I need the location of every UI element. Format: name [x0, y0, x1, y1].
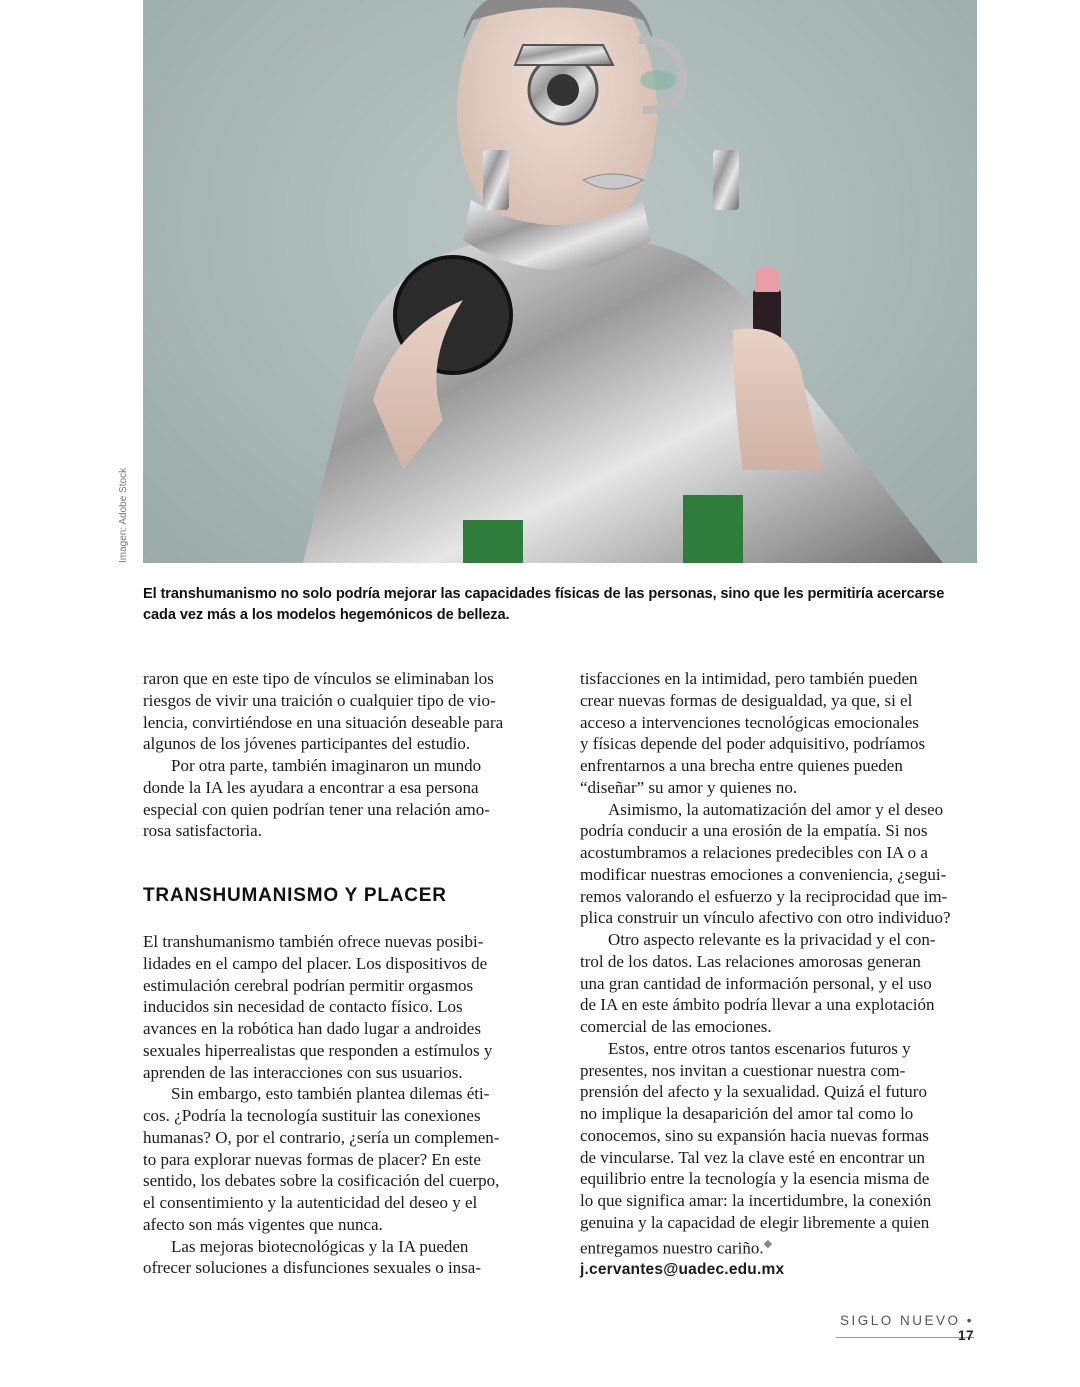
text-line: podría conducir a una erosión de la empatía. Si nos — [580, 821, 928, 841]
page-footer — [836, 1313, 974, 1343]
page-number: 17 — [957, 1328, 974, 1343]
end-mark-icon: ◆ — [763, 1237, 773, 1250]
robot-woman-illustration — [143, 0, 977, 563]
paragraph — [143, 1083, 543, 1235]
text-line: comercial de las emociones. — [580, 1017, 772, 1036]
text-line: El transhumanismo también ofrece nuevas posibi- — [143, 932, 484, 951]
text-line: Otro aspecto relevante es la privacidad y el con- — [608, 930, 936, 949]
text-line: sexuales hiperrealistas que responden a estímulos y — [143, 1040, 493, 1060]
text-line: lencia, convirtiéndose en una situación deseable para — [143, 712, 504, 732]
text-line: raron que en este tipo de vínculos se eliminaban los — [143, 669, 494, 688]
magazine-name: SIGLO NUEVO — [839, 1313, 961, 1328]
text-line — [580, 1234, 980, 1259]
text-line: genuina y la capacidad de elegir libremente a quien — [580, 1212, 930, 1232]
text-line: estimulación cerebral podrían permitir orgasmos — [143, 975, 474, 995]
author-email-line — [580, 1259, 980, 1281]
text-line: sentido, los debates sobre la cosificación del cuerpo, — [143, 1171, 500, 1191]
photo-caption — [143, 584, 988, 626]
text-line: el consentimiento y la autenticidad del deseo y el — [143, 1193, 478, 1212]
text-line: presentes, nos invitan a cuestionar nuestra com- — [580, 1060, 906, 1080]
text-line: afecto son más vigentes que nunca. — [143, 1214, 383, 1234]
article-photo — [143, 0, 977, 563]
paragraph — [580, 929, 980, 1038]
left-column-continued — [143, 931, 543, 1279]
text-line: lidades en el campo del placer. Los dispositivos de — [143, 953, 488, 973]
text-line: prensión del afecto y la sexualidad. Quizá el futuro — [580, 1082, 927, 1102]
text-line: de vincularse. Tal vez la clave esté en encontrar un — [580, 1147, 925, 1167]
text-line: una gran cantidad de información personal, y el uso — [580, 973, 932, 993]
text-line: tisfacciones en la intimidad, pero también pueden — [580, 669, 918, 688]
text-line: remos valorando el esfuerzo y la reciprocidad que im- — [580, 886, 948, 906]
author-email[interactable]: j.cervantes@uadec.edu.mx — [580, 1260, 785, 1278]
text-line: trol de los datos. Las relaciones amorosas generan — [580, 951, 921, 971]
separator-dot: • — [966, 1313, 974, 1328]
text-line: conocemos, sino su expansión hacia nuevas formas — [580, 1125, 929, 1145]
text-line: rosa satisfactoria. — [143, 821, 262, 841]
caption-line: El transhumanismo no solo podría mejorar las capacidades físicas de las personas, sino que les permitiría acercarse — [143, 586, 945, 602]
text-line: “diseñar” su amor y quienes no. — [580, 777, 798, 797]
text-line: acceso a intervenciones tecnológicas emocionales — [580, 712, 919, 732]
text-line: no implique la desaparición del amor tal como lo — [580, 1104, 914, 1123]
text-line: Sin embargo, esto también plantea dilemas éti- — [171, 1084, 490, 1104]
text-line: equilibrio entre la tecnología y la esencia misma de — [580, 1169, 930, 1189]
paragraph — [143, 755, 543, 842]
paragraph — [580, 1038, 980, 1259]
text-line: acostumbramos a relaciones predecibles con IA o a — [580, 843, 928, 862]
text-line: inducidos sin necesidad de contacto físico. Los — [143, 997, 463, 1017]
text-line: riesgos de vivir una traición o cualquier tipo de vio- — [143, 690, 496, 710]
section-heading: TRANSHUMANISMO Y PLACER — [143, 885, 447, 906]
text-line: de IA en este ámbito podría llevar a una explotación — [580, 995, 935, 1015]
text-line: lo que significa amar: la incertidumbre, la conexión — [580, 1191, 932, 1210]
image-credit: Imagen: Adobe Stock — [118, 467, 129, 563]
text-fragment: entregamos nuestro cariño. — [580, 1238, 764, 1258]
text-line: crear nuevas formas de desigualdad, ya que, si el — [580, 690, 913, 710]
caption-line: cada vez más a los modelos hegemónicos de belleza. — [143, 607, 510, 623]
text-line: aprenden de las interacciones con sus usuarios. — [143, 1062, 463, 1082]
text-line: Las mejoras biotecnológicas y la IA pueden — [171, 1236, 469, 1256]
text-line: humanas? O, por el contrario, ¿sería un complemen- — [143, 1127, 500, 1147]
paragraph — [143, 1236, 543, 1280]
paragraph — [143, 668, 543, 755]
text-line: especial con quien podrían tener una relación amo- — [143, 799, 490, 819]
text-line: y físicas depende del poder adquisitivo, podríamos — [580, 734, 926, 754]
text-line: to para explorar nuevas formas de placer? En este — [143, 1149, 481, 1169]
right-column — [580, 668, 980, 1281]
text-line: donde la IA les ayudara a encontrar a esa persona — [143, 777, 479, 797]
text-line: algunos de los jóvenes participantes del estudio. — [143, 734, 471, 754]
text-line: avances en la robótica han dado lugar a androides — [143, 1019, 481, 1038]
left-column — [143, 668, 543, 842]
text-line: modificar nuestras emociones a conveniencia, ¿segui- — [580, 864, 947, 884]
text-line: cos. ¿Podría la tecnología sustituir las conexiones — [143, 1106, 481, 1125]
paragraph — [580, 668, 980, 799]
text-line: ofrecer soluciones a disfunciones sexuales o insa- — [143, 1258, 481, 1278]
text-line: Asimismo, la automatización del amor y el deseo — [608, 799, 944, 819]
text-line: enfrentarnos a una brecha entre quienes pueden — [580, 756, 903, 775]
text-line: Estos, entre otros tantos escenarios futuros y — [608, 1038, 911, 1058]
paragraph — [143, 931, 543, 1083]
text-line: plica construir un vínculo afectivo con otro individuo? — [580, 908, 951, 928]
text-line: Por otra parte, también imaginaron un mundo — [171, 756, 482, 775]
paragraph — [580, 799, 980, 930]
